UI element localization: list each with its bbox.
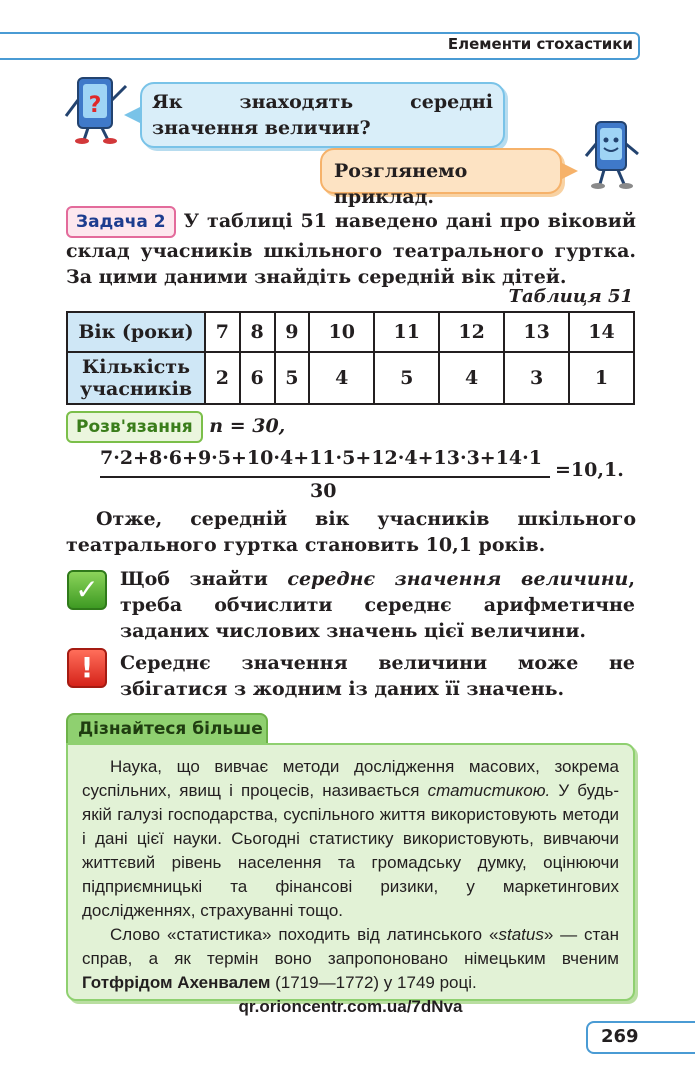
table-cell-count: 6 <box>240 352 275 404</box>
solution-line <box>66 411 636 443</box>
table-header-count: Кількість учасників <box>67 352 205 404</box>
learn-more-paragraph-2 <box>82 923 619 995</box>
p2-latin-word: status <box>498 925 544 944</box>
svg-text:?: ? <box>88 93 102 118</box>
n-value: n = 30, <box>209 415 286 437</box>
table-cell-age: 8 <box>240 312 275 352</box>
rule-paragraph <box>120 566 635 644</box>
p1-text: Наука, що вивчає методи дослідження масових, зокрема суспільних, явищ і процесів, називається <box>82 757 619 800</box>
exclamation-icon: ! <box>67 648 107 688</box>
age-table <box>66 311 635 405</box>
table-cell-count: 2 <box>205 352 240 404</box>
robot-smile-icon <box>584 118 644 194</box>
table-cell-age: 10 <box>309 312 374 352</box>
table-cell-count: 4 <box>439 352 504 404</box>
p2-text: Слово «статистика» походить від латинського « <box>110 925 499 944</box>
task-paragraph <box>66 206 636 290</box>
solution-label: Розв'язання <box>66 411 203 443</box>
checkmark-icon: ✓ <box>67 570 107 610</box>
table-cell-age: 13 <box>504 312 569 352</box>
rule-text-end: , треба обчислити середнє арифметичне заданих числових значень цієї величини. <box>120 568 635 642</box>
answer-bubble: Розглянемо приклад. <box>320 148 562 194</box>
table-cell-age: 7 <box>205 312 240 352</box>
conclusion-paragraph <box>66 506 636 558</box>
p2-text-mid: » — стан справ, а як термін воно запропоновано німецьким вченим <box>82 925 619 968</box>
learn-more-paragraph-1 <box>82 755 619 923</box>
table-cell-count: 3 <box>504 352 569 404</box>
table-cell-age: 12 <box>439 312 504 352</box>
table-cell-count: 5 <box>374 352 439 404</box>
table-cell-count: 1 <box>569 352 634 404</box>
p1-term: статистикою. <box>427 781 551 800</box>
conclusion-text: Отже, середній вік учасників шкільного театрального гуртка становить 10,1 років. <box>66 508 636 556</box>
formula-result: =10,1. <box>555 459 624 481</box>
learn-more-box <box>66 743 635 1016</box>
table-caption: Таблиця 51 <box>508 286 633 307</box>
table-header-age: Вік (роки) <box>67 312 205 352</box>
p1-text-rest: У будь-якій галузі господарства, суспільного життя використовують методи і дані цієї науки. Сьогодні статистику використовують, вивчаючи життєвий рівень населення та громадську думку, оцінюючи підприємницькі та фінансові ризики, у маркетингових дослідженнях, страхуванні тощо. <box>82 781 619 920</box>
question-bubble: Як знаходять середні значення величин? <box>140 82 505 148</box>
task-text: У таблиці 51 наведено дані про віковий склад учасників шкільного театрального гуртка. За цими даними знайдіть середній вік дітей. <box>66 210 636 288</box>
table-cell-age: 9 <box>275 312 310 352</box>
p2-scientist-name: Готфрідом Ахенвалем <box>82 973 271 992</box>
rule-text-start: Щоб знайти <box>120 568 288 590</box>
formula-denominator: 30 <box>310 480 337 502</box>
table-cell-age: 11 <box>374 312 439 352</box>
formula-numerator: 7·2+8·6+9·5+10·4+11·5+12·4+13·3+14·1 <box>100 447 542 469</box>
rule-term: середнє значення величини <box>287 568 629 590</box>
learn-more-title: Дізнайтеся більше <box>66 713 268 745</box>
page-number: 269 <box>601 1026 639 1047</box>
table-cell-count: 4 <box>309 352 374 404</box>
table-cell-count: 5 <box>275 352 310 404</box>
section-title: Елементи стохастики <box>447 35 633 53</box>
qr-link[interactable]: qr.orioncentr.com.ua/7dNva <box>238 997 463 1016</box>
p2-text-end: (1719—1772) у 1749 році. <box>270 973 477 992</box>
table-cell-age: 14 <box>569 312 634 352</box>
fraction-bar <box>100 476 550 478</box>
task-label: Задача 2 <box>66 206 176 238</box>
note-paragraph: Середнє значення величини може не збігатися з жодним із даних її значень. <box>120 652 635 700</box>
